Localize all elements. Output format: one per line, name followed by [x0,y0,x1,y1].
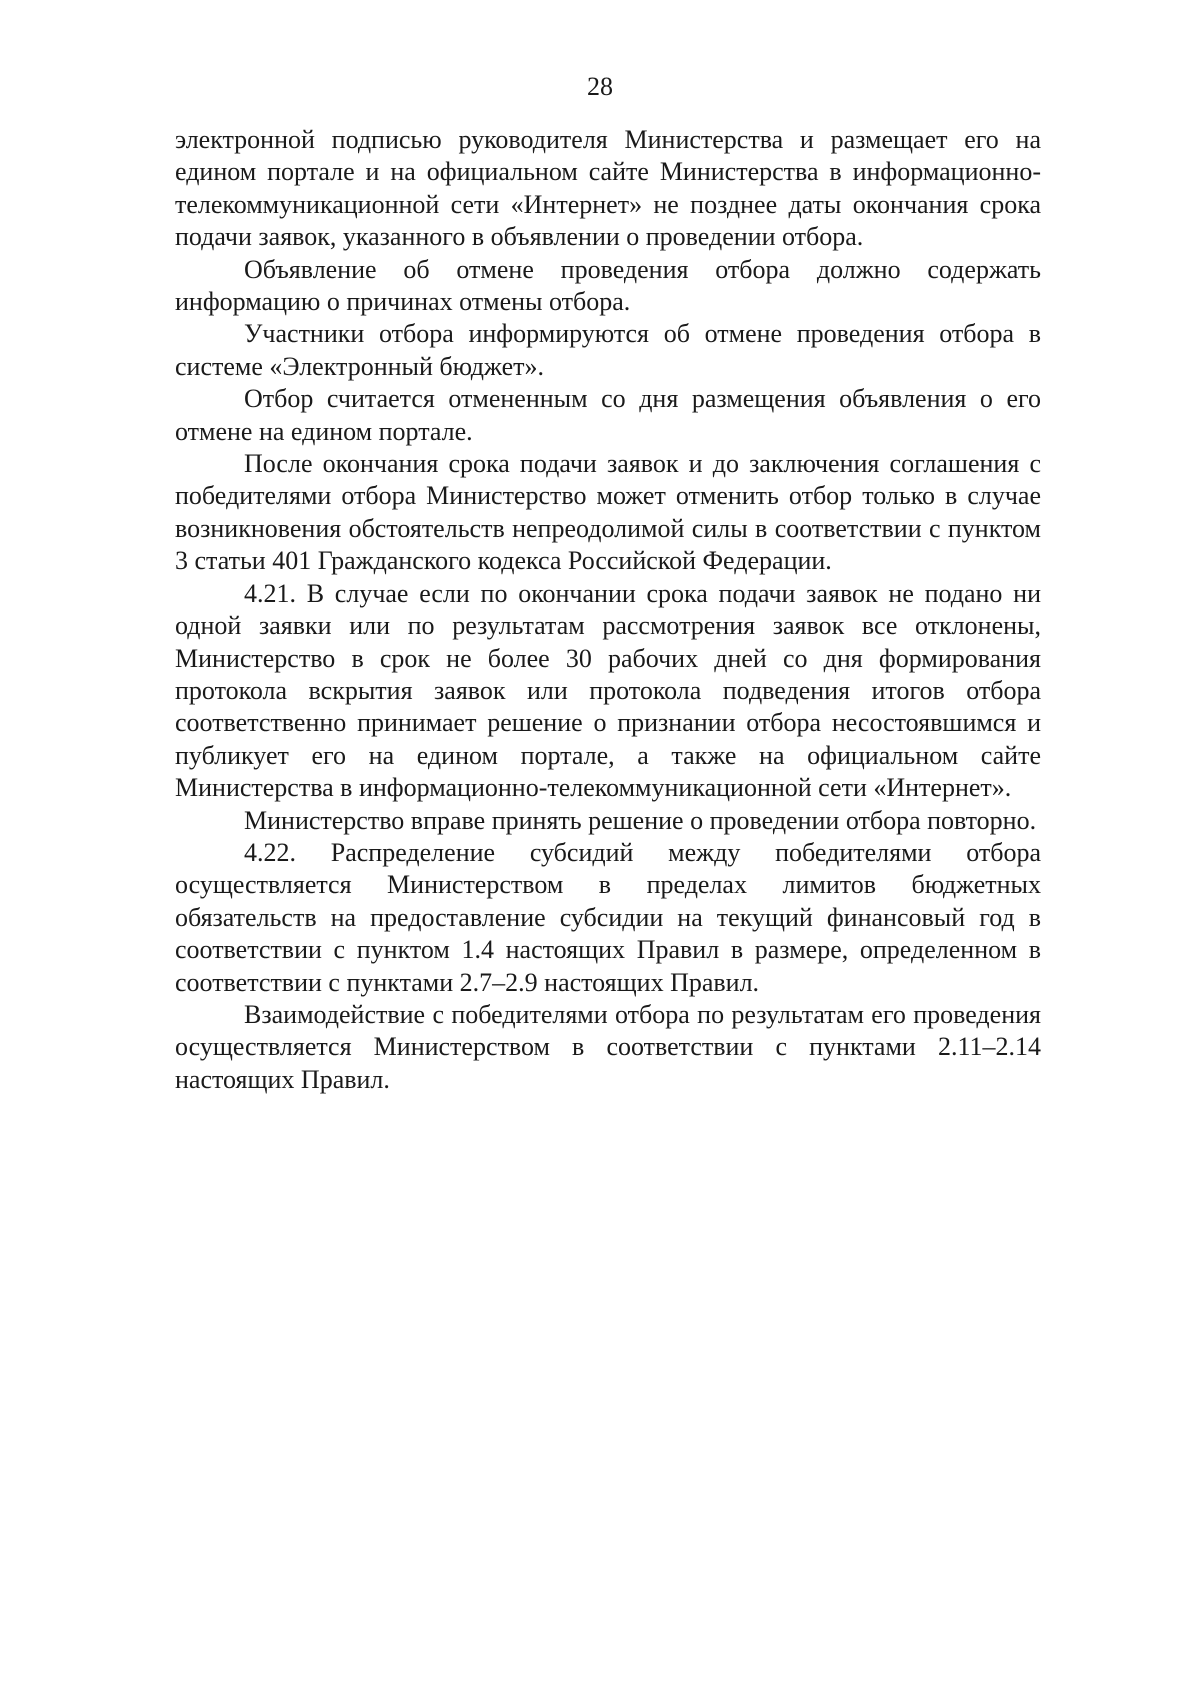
paragraph-force-majeure: После окончания срока подачи заявок и до заключения соглашения с победителями отбора Министерство может отменить отбор только в случае возникновения обстоятельств непреодолимой силы в соответствии с пунктом 3 статьи 401 Гражданского кодекса Российской Федерации. [175,449,1041,576]
paragraph-continuation: электронной подписью руководителя Министерства и размещает его на едином портале и на официальном сайте Министерства в информационно-телекоммуникационной сети «Интернет» не позднее даты окончания срока подачи заявок, указанного в объявлении о проведении отбора. [175,125,1041,252]
paragraph-participants-informed: Участники отбора информируются об отмене проведения отбора в системе «Электронный бюджет». [175,319,1041,381]
page-number: 28 [587,72,613,101]
paragraph-cancellation-date: Отбор считается отмененным со дня размещения объявления о его отмене на едином портале. [175,384,1041,446]
paragraph-cancellation-content: Объявление об отмене проведения отбора должно содержать информацию о причинах отмены отбора. [175,254,1041,317]
paragraph-repeat-selection: Министерство вправе принять решение о проведении отбора повторно. [244,805,1037,835]
paragraph-interaction: Взаимодействие с победителями отбора по результатам его проведения осуществляется Министерством в соответствии с пунктами 2.11–2.14 настоящих Правил. [175,999,1041,1094]
paragraph-4-22: 4.22. Распределение субсидий между победителями отбора осуществляется Министерством в пределах лимитов бюджетных обязательств на предоставление субсидии на текущий финансовый год в соответствии с пунктом 1.4 настоящих Правил в размере, определенном в соответствии с пунктами 2.7–2.9 настоящих Правил. [175,837,1041,997]
document-body [175,124,1041,1096]
paragraph-4-21: 4.21. В случае если по окончании срока подачи заявок не подано ни одной заявки или по результатам рассмотрения заявок все отклонены, Министерство в срок не более 30 рабочих дней со дня формирования протокола вскрытия заявок или протокола подведения итогов отбора соответственно принимает решение о признании отбора несостоявшимся и публикует его на едином портале, а также на официальном сайте Министерства в информационно-телекоммуникационной сети «Интернет». [175,578,1041,803]
